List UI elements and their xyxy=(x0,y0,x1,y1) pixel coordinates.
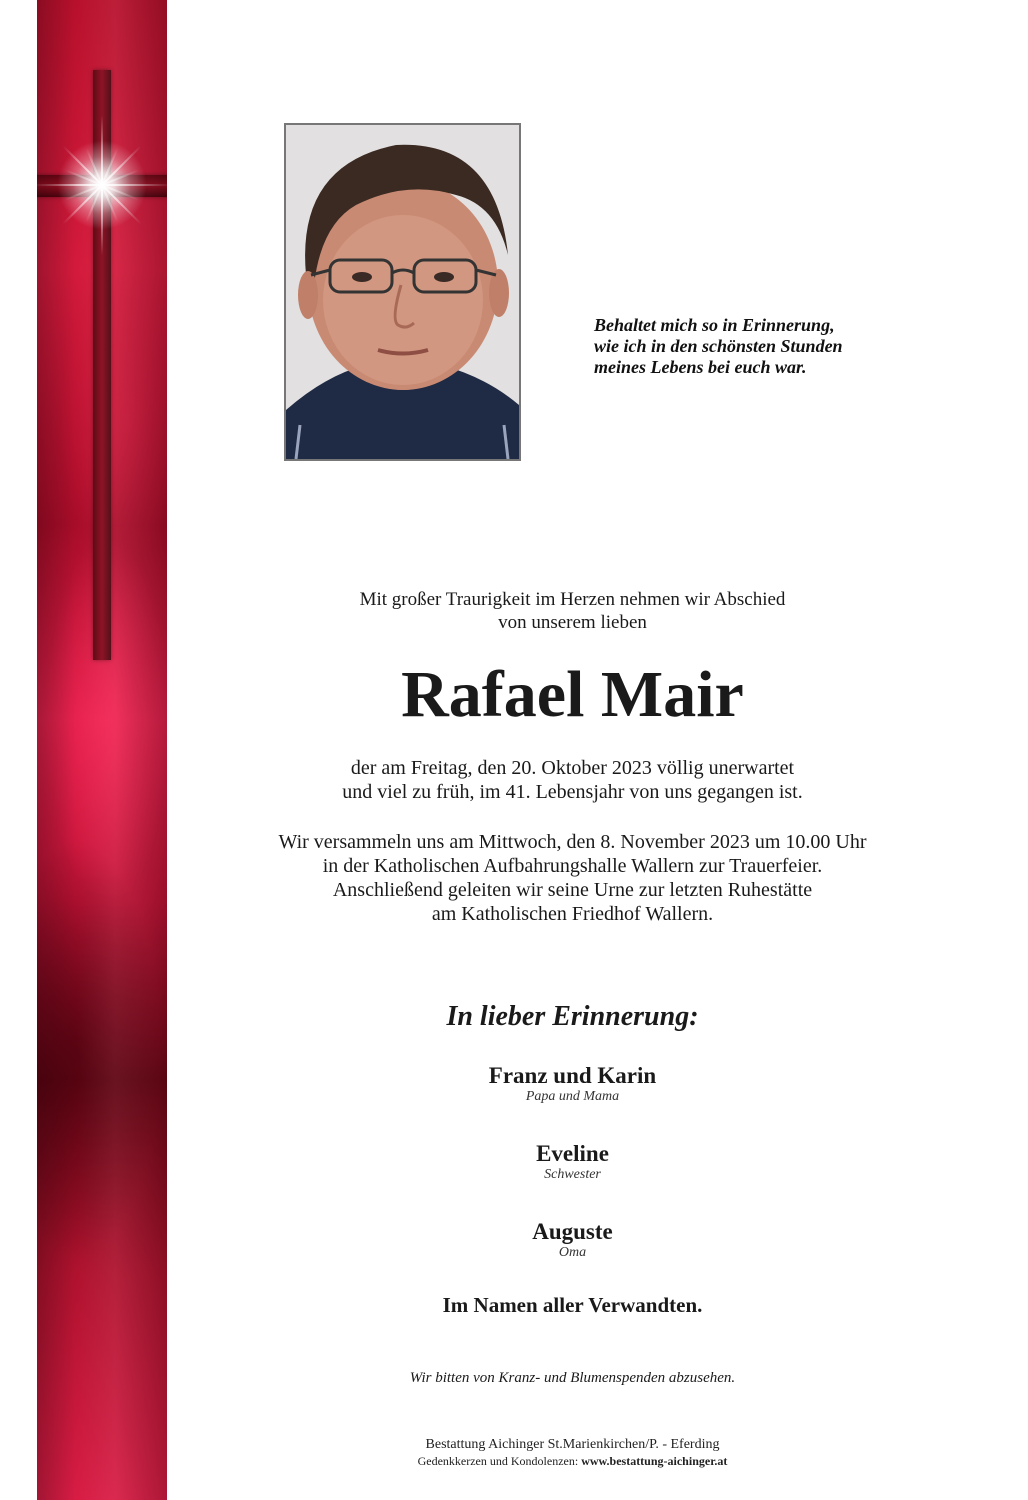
cross-icon xyxy=(93,70,111,660)
portrait-photo xyxy=(284,123,521,461)
mourner-name: Auguste xyxy=(532,1219,613,1244)
decorative-red-band xyxy=(37,0,167,1500)
footer-candles-label: Gedenkkerzen und Kondolenzen: xyxy=(417,1454,582,1468)
deceased-name: Rafael Mair xyxy=(401,658,744,731)
mourner-name: Eveline xyxy=(536,1141,609,1166)
memorial-quote xyxy=(594,315,994,378)
ceremony-details xyxy=(200,830,945,926)
mourner-entry xyxy=(200,1141,945,1183)
cross-bar xyxy=(37,175,167,197)
mourner-relation: Papa und Mama xyxy=(525,1089,620,1104)
relatives-line: Im Namen aller Verwandten. xyxy=(442,1293,703,1317)
ceremony-line: Anschließend geleiten wir seine Urne zur letzten Ruhestätte xyxy=(332,879,813,901)
mourner-relation: Schwester xyxy=(544,1167,601,1182)
memory-heading: In lieber Erinnerung: xyxy=(446,1001,699,1032)
quote-line: wie ich in den schönsten Stunden xyxy=(594,336,843,356)
death-line: der am Freitag, den 20. Oktober 2023 völlig unerwartet xyxy=(350,757,795,779)
footer-condolences xyxy=(200,1454,945,1469)
ceremony-line: in der Katholischen Aufbahrungshalle Wallern zur Trauerfeier. xyxy=(322,855,823,877)
donation-request: Wir bitten von Kranz- und Blumenspenden abzusehen. xyxy=(409,1370,736,1386)
death-notice xyxy=(200,756,945,804)
intro-line: von unserem lieben xyxy=(498,612,647,633)
mourner-name: Franz und Karin xyxy=(488,1063,657,1088)
mourner-relation: Oma xyxy=(558,1245,587,1260)
quote-line: Behaltet mich so in Erinnerung, xyxy=(594,315,835,335)
footer-website-link[interactable]: www.bestattung-aichinger.at xyxy=(581,1454,728,1468)
footer-company: Bestattung Aichinger St.Marienkirchen/P. - Eferding xyxy=(425,1437,720,1452)
ceremony-line: am Katholischen Friedhof Wallern. xyxy=(431,903,714,925)
intro-line: Mit großer Traurigkeit im Herzen nehmen wir Abschied xyxy=(359,589,786,610)
quote-line: meines Lebens bei euch war. xyxy=(594,357,807,377)
death-line: und viel zu früh, im 41. Lebensjahr von uns gegangen ist. xyxy=(342,781,803,803)
intro-text xyxy=(200,588,945,634)
ceremony-line: Wir versammeln uns am Mittwoch, den 8. November 2023 um 10.00 Uhr xyxy=(278,831,867,853)
mourner-entry xyxy=(200,1219,945,1261)
mourner-entry xyxy=(200,1063,945,1105)
